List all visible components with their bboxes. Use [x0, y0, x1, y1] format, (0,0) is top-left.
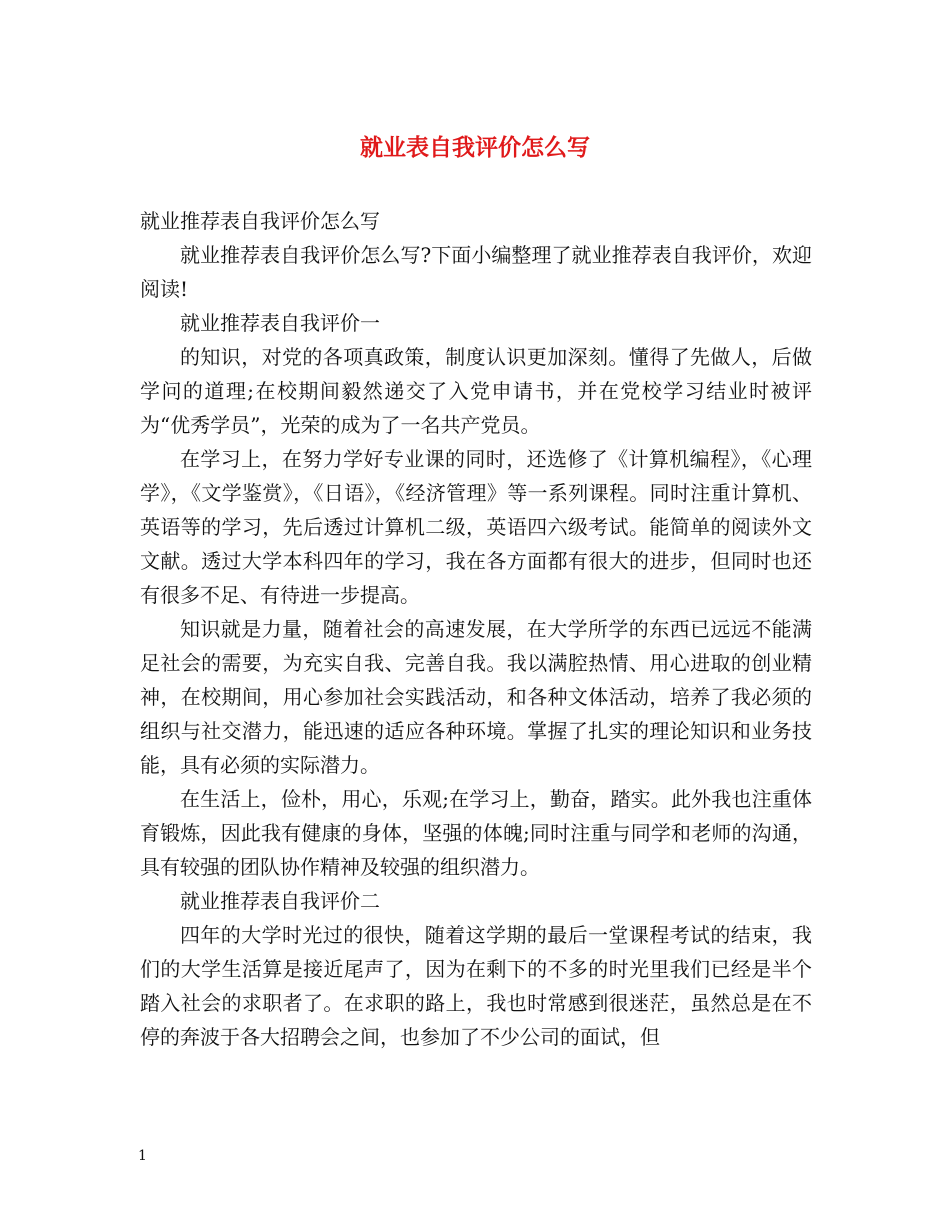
section-heading-two: 就业推荐表自我评价二	[180, 889, 380, 913]
paragraph-heading: 就业推荐表自我评价怎么写	[140, 209, 380, 233]
section-heading-one: 就业推荐表自我评价一	[180, 311, 380, 335]
page-number: 1	[138, 1148, 147, 1164]
paragraph-intro: 就业推荐表自我评价怎么写?下面小编整理了就业推荐表自我评价，欢迎阅读!	[140, 243, 812, 301]
paragraph-study: 在学习上，在努力学好专业课的同时，还选修了《计算机编程》，《心理学》，《文学鉴赏》，《日语》，《经济管理》等一系列课程。同时注重计算机、英语等的学习，先后透过计算机二级，英语四六级考试。能简单的阅读外文文献。透过大学本科四年的学习，我在各方面都有很大的进步，但同时也还有很多不足、有待进一步提高。	[140, 447, 812, 607]
paragraph-life: 在生活上，俭朴，用心，乐观;在学习上，勤奋，踏实。此外我也注重体育锻炼，因此我有健康的身体，坚强的体魄;同时注重与同学和老师的沟通，具有较强的团队协作精神及较强的组织潜力。	[140, 787, 812, 879]
document-title: 就业表自我评价怎么写	[360, 134, 590, 161]
paragraph-knowledge: 知识就是力量，随着社会的高速发展，在大学所学的东西已远远不能满足社会的需要，为充实自我、完善自我。我以满腔热情、用心进取的创业精神，在校期间，用心参加社会实践活动，和各种文体活动，培养了我必须的组织与社交潜力，能迅速的适应各种环境。掌握了扎实的理论知识和业务技能，具有必须的实际潜力。	[140, 617, 812, 777]
paragraph-university: 四年的大学时光过的很快，随着这学期的最后一堂课程考试的结束，我们的大学生活算是接近尾声了，因为在剩下的不多的时光里我们已经是半个踏入社会的求职者了。在求职的路上，我也时常感到很迷茫，虽然总是在不停的奔波于各大招聘会之间，也参加了不少公司的面试，但	[140, 923, 812, 1049]
document-body	[140, 204, 812, 1054]
paragraph-politics: 的知识，对党的各项真政策，制度认识更加深刻。懂得了先做人，后做学问的道理;在校期间毅然递交了入党申请书，并在党校学习结业时被评为“优秀学员”，光荣的成为了一名共产党员。	[140, 345, 812, 437]
